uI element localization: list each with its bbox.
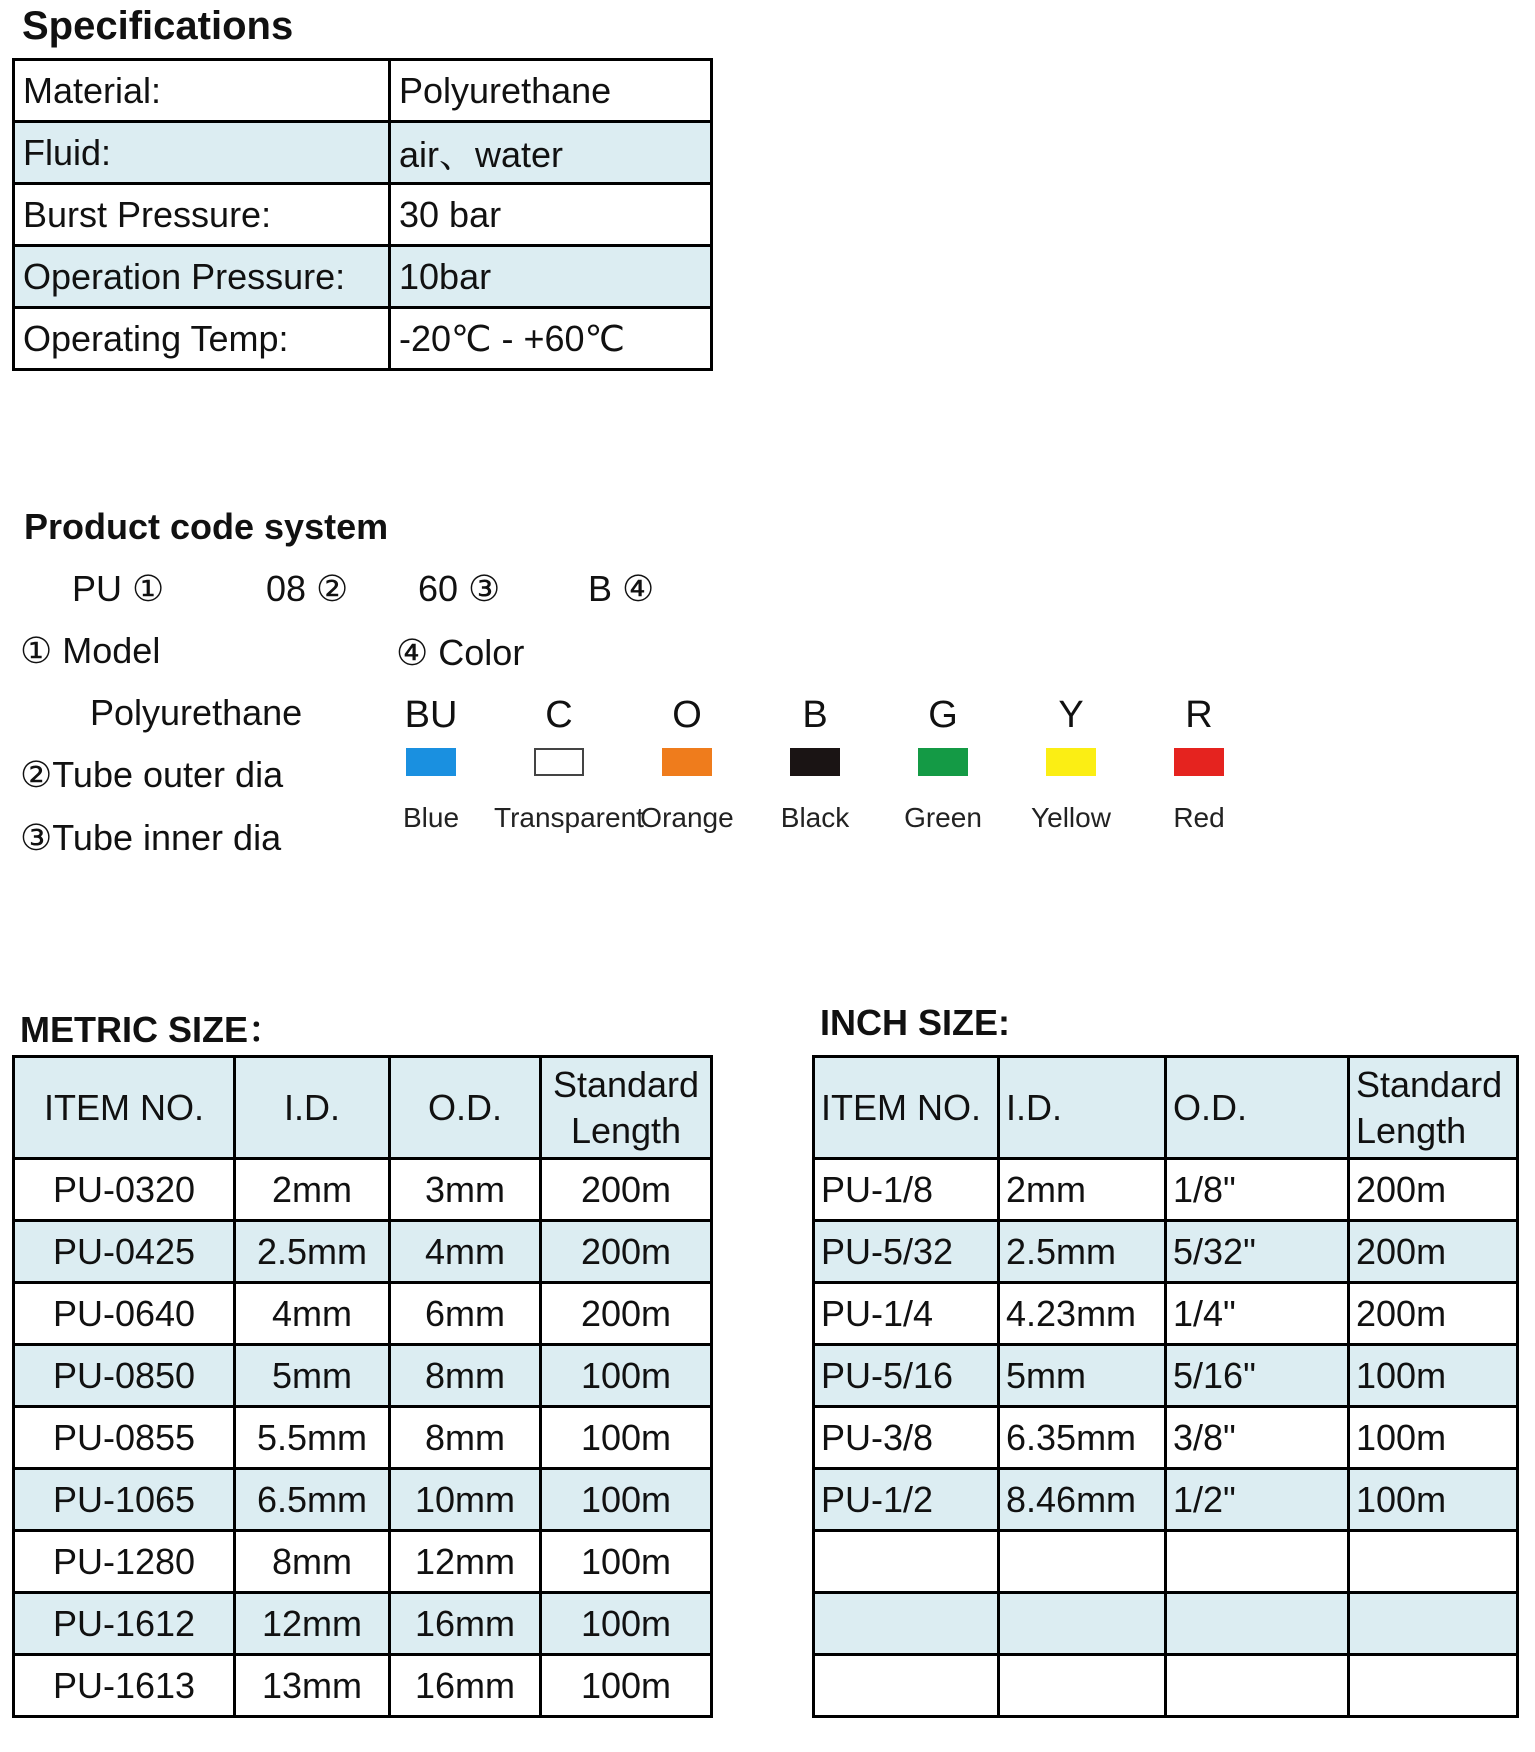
- table-cell: 6.35mm: [999, 1407, 1166, 1469]
- spec-value: Polyurethane: [390, 60, 712, 122]
- color-name: Yellow: [1031, 802, 1111, 833]
- color-swatch-box: [1174, 748, 1224, 776]
- table-cell: PU-3/8: [814, 1407, 999, 1469]
- color-code: O: [672, 694, 702, 736]
- table-cell: 100m: [541, 1407, 712, 1469]
- table-row: [14, 1531, 712, 1593]
- table-cell: PU-0425: [14, 1221, 235, 1283]
- legend-inner-dia: ③Tube inner dia: [20, 817, 282, 858]
- table-row: [14, 1283, 712, 1345]
- color-code: C: [545, 694, 573, 736]
- table-cell: PU-0320: [14, 1159, 235, 1221]
- table-cell: 6.5mm: [235, 1469, 390, 1531]
- table-cell: 8mm: [235, 1531, 390, 1593]
- table-row: [14, 1159, 712, 1221]
- table-cell: PU-5/32: [814, 1221, 999, 1283]
- table-cell: 100m: [541, 1655, 712, 1717]
- table-cell: [999, 1593, 1166, 1655]
- spec-value: air、water: [390, 122, 712, 184]
- table-cell: 16mm: [390, 1655, 541, 1717]
- table-cell: 8.46mm: [999, 1469, 1166, 1531]
- table-cell: 5mm: [235, 1345, 390, 1407]
- table-cell: PU-0640: [14, 1283, 235, 1345]
- table-row: [814, 1655, 1518, 1717]
- spec-label: Material:: [14, 60, 390, 122]
- table-cell: PU-0850: [14, 1345, 235, 1407]
- table-cell: [814, 1655, 999, 1717]
- inch-size-title: INCH SIZE:: [820, 1002, 1011, 1043]
- table-cell: 200m: [1349, 1221, 1518, 1283]
- inch-header-row: [814, 1057, 1518, 1159]
- table-cell: PU-0855: [14, 1407, 235, 1469]
- table-cell: 100m: [541, 1531, 712, 1593]
- table-cell: 200m: [541, 1221, 712, 1283]
- table-cell: 100m: [1349, 1345, 1518, 1407]
- inch-header-length: Standard Length: [1349, 1057, 1518, 1159]
- table-row: [814, 1283, 1518, 1345]
- table-row: [14, 1407, 712, 1469]
- color-swatch-blue: [366, 694, 496, 834]
- spec-label: Burst Pressure:: [14, 184, 390, 246]
- spec-label: Operation Pressure:: [14, 246, 390, 308]
- table-cell: 16mm: [390, 1593, 541, 1655]
- table-cell: PU-1/8: [814, 1159, 999, 1221]
- spec-label: Operating Temp:: [14, 308, 390, 370]
- metric-header-length: Standard Length: [541, 1057, 712, 1159]
- table-cell: [1349, 1655, 1518, 1717]
- legend-model: ① Model: [20, 630, 161, 671]
- table-cell: 3/8": [1166, 1407, 1349, 1469]
- specifications-title: Specifications: [22, 4, 294, 48]
- metric-size-title: METRIC SIZE：: [20, 1009, 285, 1050]
- color-swatch-orange: [622, 694, 752, 834]
- color-code: G: [928, 694, 958, 736]
- spec-row: [14, 184, 712, 246]
- table-cell: 100m: [541, 1593, 712, 1655]
- table-cell: PU-1613: [14, 1655, 235, 1717]
- table-cell: 200m: [541, 1283, 712, 1345]
- table-cell: [1166, 1531, 1349, 1593]
- legend-color: ④ Color: [396, 632, 525, 673]
- table-cell: [1166, 1655, 1349, 1717]
- table-cell: 13mm: [235, 1655, 390, 1717]
- table-cell: PU-1280: [14, 1531, 235, 1593]
- color-code: B: [802, 694, 828, 736]
- legend-model-value: Polyurethane: [90, 692, 303, 733]
- spec-value: 10bar: [390, 246, 712, 308]
- code-part-color: B ④: [588, 568, 655, 609]
- color-swatch-box: [534, 748, 584, 776]
- color-swatch-box: [1046, 748, 1096, 776]
- metric-header-od: O.D.: [390, 1057, 541, 1159]
- table-cell: 1/2": [1166, 1469, 1349, 1531]
- spec-row: [14, 60, 712, 122]
- color-name: Green: [904, 802, 982, 833]
- table-row: [814, 1593, 1518, 1655]
- color-swatch-yellow: [1006, 694, 1136, 834]
- color-name: Red: [1173, 802, 1225, 833]
- table-cell: 12mm: [390, 1531, 541, 1593]
- table-cell: 10mm: [390, 1469, 541, 1531]
- table-cell: [814, 1531, 999, 1593]
- code-part-outer-dia: 08 ②: [266, 568, 349, 609]
- table-cell: PU-1612: [14, 1593, 235, 1655]
- color-name: Transparent: [494, 802, 644, 833]
- color-code: BU: [404, 694, 458, 736]
- table-cell: 2.5mm: [235, 1221, 390, 1283]
- table-cell: 1/8": [1166, 1159, 1349, 1221]
- table-cell: 200m: [1349, 1159, 1518, 1221]
- table-cell: [999, 1531, 1166, 1593]
- spec-value: -20℃ - +60℃: [390, 308, 712, 370]
- table-row: [14, 1221, 712, 1283]
- table-cell: 5.5mm: [235, 1407, 390, 1469]
- color-code: Y: [1058, 694, 1084, 736]
- table-cell: 200m: [541, 1159, 712, 1221]
- table-cell: PU-5/16: [814, 1345, 999, 1407]
- code-part-model: PU ①: [72, 568, 165, 609]
- table-cell: PU-1065: [14, 1469, 235, 1531]
- table-cell: 5/32": [1166, 1221, 1349, 1283]
- table-cell: 8mm: [390, 1407, 541, 1469]
- color-swatch-black: [750, 694, 880, 834]
- table-cell: PU-1/2: [814, 1469, 999, 1531]
- color-swatch-box: [918, 748, 968, 776]
- table-cell: 6mm: [390, 1283, 541, 1345]
- specifications-table: [12, 58, 713, 371]
- table-row: [814, 1407, 1518, 1469]
- metric-header-id: I.D.: [235, 1057, 390, 1159]
- table-cell: 4mm: [235, 1283, 390, 1345]
- color-swatch-box: [790, 748, 840, 776]
- product-code-title: Product code system: [24, 506, 389, 547]
- spec-label: Fluid:: [14, 122, 390, 184]
- code-part-inner-dia: 60 ③: [418, 568, 501, 609]
- color-name: Black: [780, 802, 850, 833]
- table-cell: [1349, 1531, 1518, 1593]
- table-cell: 200m: [1349, 1283, 1518, 1345]
- legend-outer-dia: ②Tube outer dia: [20, 754, 284, 795]
- table-cell: [1166, 1593, 1349, 1655]
- color-swatch-box: [406, 748, 456, 776]
- table-cell: 100m: [1349, 1407, 1518, 1469]
- table-cell: 100m: [541, 1345, 712, 1407]
- color-name: Orange: [640, 802, 734, 833]
- color-swatch-transparent: [494, 694, 644, 834]
- metric-header-row: [14, 1057, 712, 1159]
- table-row: [814, 1531, 1518, 1593]
- color-swatch-red: [1134, 694, 1264, 834]
- color-name: Blue: [402, 802, 460, 833]
- table-cell: 1/4": [1166, 1283, 1349, 1345]
- table-cell: PU-1/4: [814, 1283, 999, 1345]
- table-row: [14, 1593, 712, 1655]
- spec-row: [14, 122, 712, 184]
- spec-row: [14, 308, 712, 370]
- table-cell: 12mm: [235, 1593, 390, 1655]
- color-code: R: [1185, 694, 1213, 736]
- table-cell: 2mm: [999, 1159, 1166, 1221]
- table-cell: 100m: [541, 1469, 712, 1531]
- table-cell: 2.5mm: [999, 1221, 1166, 1283]
- table-cell: 5/16": [1166, 1345, 1349, 1407]
- table-cell: 2mm: [235, 1159, 390, 1221]
- table-cell: [814, 1593, 999, 1655]
- table-cell: 5mm: [999, 1345, 1166, 1407]
- inch-header-item-no: ITEM NO.: [814, 1057, 999, 1159]
- spec-row: [14, 246, 712, 308]
- metric-size-table: [12, 1055, 713, 1718]
- inch-header-od: O.D.: [1166, 1057, 1349, 1159]
- color-swatch-box: [662, 748, 712, 776]
- metric-header-item-no: ITEM NO.: [14, 1057, 235, 1159]
- table-row: [14, 1345, 712, 1407]
- color-swatch-green: [878, 694, 1008, 834]
- table-row: [814, 1221, 1518, 1283]
- inch-header-id: I.D.: [999, 1057, 1166, 1159]
- table-cell: 4.23mm: [999, 1283, 1166, 1345]
- table-cell: 8mm: [390, 1345, 541, 1407]
- table-cell: [999, 1655, 1166, 1717]
- table-row: [814, 1469, 1518, 1531]
- table-row: [814, 1345, 1518, 1407]
- table-cell: 100m: [1349, 1469, 1518, 1531]
- table-cell: 3mm: [390, 1159, 541, 1221]
- spec-value: 30 bar: [390, 184, 712, 246]
- table-row: [14, 1655, 712, 1717]
- inch-size-table: [812, 1055, 1519, 1718]
- table-cell: 4mm: [390, 1221, 541, 1283]
- table-row: [14, 1469, 712, 1531]
- table-row: [814, 1159, 1518, 1221]
- table-cell: [1349, 1593, 1518, 1655]
